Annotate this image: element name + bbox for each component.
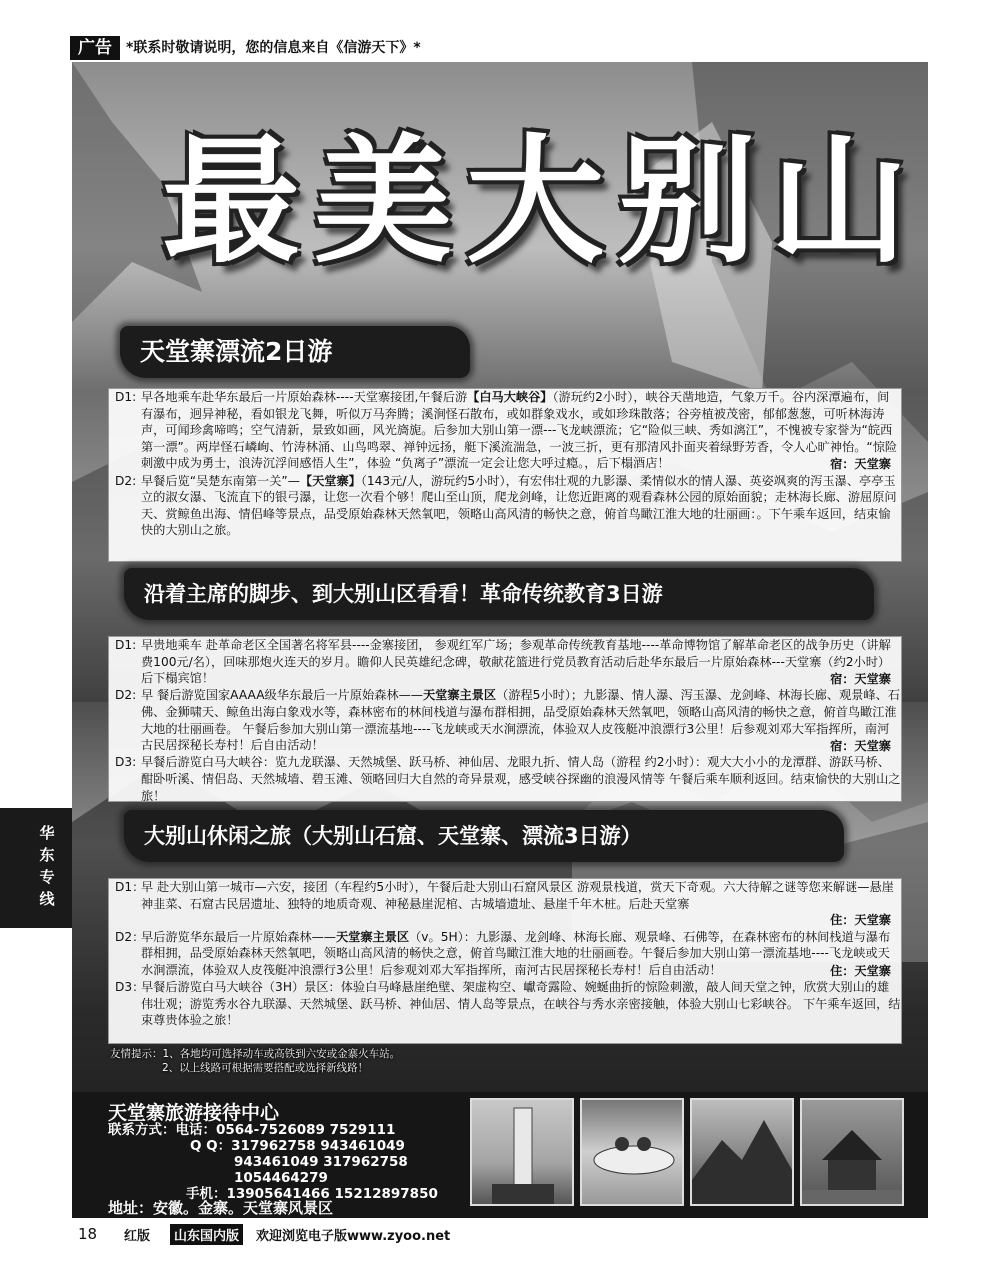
section-title-2: 沿着主席的脚步、到大别山区看看！革命传统教育3日游 [124, 568, 874, 620]
monument-photo [470, 1098, 574, 1206]
edition-label: 红版 [124, 1229, 151, 1244]
day-entry: D1: 早各地乘车赴华东最后一片原始森林----天堂寨接团,午餐后游【白马大峡谷】（游玩约2小时），峡谷天凿地造，气象万千。谷内深潭遍布，间有瀑布，迥异神秘，看如银龙飞舞，听似万马奔腾；溪涧怪石散布，或如群象戏水，或如珍珠散落；谷旁植被茂密，郁郁葱葱，可听林海涛声，可闻珍禽啼鸣；空气清新，景致如画，风光旖旎。后参加大别山第一漂---飞龙峡漂流；它“险似三峡、秀如漓江”，不愧被专家誉为“皖西第一漂”。两岸怪石嶙峋、竹涛林涌、山鸟鸣翠、禅钟远扬，艇下溪流湍急，一波三折，更有那清风扑面夹着绿野芳香，令人心旷神怡。“惊险刺激中成为勇士，浪涛沉浮间感悟人生”，体验 “负离子”漂流一定会让您大呼过瘾。，后下榻酒店！ [115, 390, 898, 471]
qq-line-3: 1054464279 [234, 1170, 328, 1186]
contact-block [72, 1092, 928, 1218]
page-number: 18 [78, 1225, 98, 1243]
agency-name: 天堂寨旅游接待中心 [108, 1102, 280, 1124]
stay-note: 住：天堂寨 [830, 963, 891, 978]
itinerary-box-3 [108, 878, 902, 1044]
day-entry: D2： 早后游览华东最后一片原始森林——天堂寨主景区（v。5H）：九影瀑、龙剑峰、林海长廊、观景峰、石佛等，在森林密布的林间栈道与瀑布群相拥，品受原始森林天然氧吧，领略山高风清的畅快之意，俯首鸟瞰江淮大地的壮丽画卷。午餐后参加大别山第一漂流基地----飞龙峡或天水涧漂流，体验双人皮筏艇冲浪漂行3公里！后参观刘邓大军指挥所，南河古民居探秘长寿村！后自由活动！ [115, 929, 891, 977]
edition-chip: 山东国内版 [170, 1224, 243, 1245]
temple-photo [800, 1098, 904, 1206]
day-entry: D2: 早餐后览“吴楚东南第一关”—【天堂寨】（143元/人，游玩约5小时），有宏伟壮观的九影瀑、柔情似水的情人瀑、英姿飒爽的泻玉瀑、亭亭玉立的淑女瀑、飞流直下的银弓瀑，让您一次看个够！爬山至山顶，爬龙剑峰，让您近距离的观看森林公园的原始面貌；走林海长廊、游屈原问天、赏鲸鱼出海、情侣峰等景点，品受原始森林天然氧吧，领略山高风清的畅快之意，俯首鸟瞰江淮大地的壮丽画：。下午乘车返回，结束愉快的大别山之旅。 [115, 473, 897, 538]
itinerary-box-1 [108, 388, 902, 562]
day-entry: D1： 早 赴大别山第一城市—六安，接团（车程约5小时），午餐后赴大别山石窟风景区 游观景栈道，赏天下奇观。六大待解之谜等您来解谜—悬崖神韭菜、石窟古民居遗址、独特的地质奇观、神秘悬崖泥棺、古城墙遗址、悬崖千年木桩。后赴天堂寨 [115, 880, 894, 911]
source-notice: *联系时敬请说明，您的信息来自《信游天下》* [126, 40, 421, 56]
rafting-photo [580, 1098, 684, 1206]
day-entry: D1: 早贵地乘车 赴革命老区全国著名将军县----金寨接团， 参观红军广场；参观革命传统教育基地----革命博物馆了解革命老区的战争历史（讲解费100元/名），回味那炮火连天的岁月。瞻仰人民英雄纪念碑，敬献花篮进行党员教育活动后赴华东最后一片原始森林---天堂寨（约2小时）后下榻宾馆！ [115, 638, 891, 686]
day-entry: D3: 早餐后游览白马大峡谷：览九龙联瀑、天然城堡、跃马桥、神仙居、龙眼九折、情人岛（游程 约2小时）：观大大小小的龙潭群、游跃马桥、酣卧听溪、情侣岛、天然城墙、碧玉滩、领略回归大自然的奇异景观，感受峡谷探幽的浪漫风情等 午餐后乘车顺利返回。结束愉快的大别山之旅！ [115, 755, 901, 803]
qq-line-2: 943461049 317962758 [234, 1154, 408, 1170]
phone-line: 联系方式：电话：0564-7526089 7529111 [108, 1122, 396, 1138]
ad-tag: 广告 [70, 36, 120, 60]
stay-note: 住：天堂寨 [830, 913, 891, 928]
qq-line: Q Q：317962758 943461049 [190, 1138, 405, 1154]
itinerary-box-2 [108, 636, 902, 802]
section-title-1: 天堂寨漂流2日游 [120, 326, 470, 378]
section-title-3: 大别山休闲之旅（大别山石窟、天堂寨、漂流3日游） [124, 810, 844, 862]
region-tab: 华东专线 [0, 808, 72, 928]
address-line: 地址：安徽。金寨。天堂寨风景区 [108, 1199, 334, 1217]
poster [72, 62, 928, 1092]
mountain-photo [690, 1098, 794, 1206]
main-title: 最美大别山 [162, 121, 923, 282]
friendly-tips: 友情提示：1、各地均可选择动车或高铁到六安或金寨火车站。 2、以上线路可根据需要搭配或选择新线路！ [110, 1048, 401, 1074]
day-entry: D3： 早餐后游览白马大峡谷（3H）景区：体验白马峰悬崖绝壁、架虚构空、巘奇露险、婉蜒曲折的惊险刺激，敲人间天堂之钟，欣赏大别山的雄伟壮观；游览秀水谷九联瀑、天然城堡、跃马桥、神仙居、情人岛等景点，在峡谷与秀水亲密接触，体验大别山七彩峡谷。 下午乘车返回，结束尊贵体验之旅！ [115, 980, 901, 1028]
stay-note: 宿：天堂寨 [830, 456, 891, 471]
mobile-line: 手机：13905641466 15212897850 [186, 1186, 438, 1202]
stay-note: 宿：天堂寨 [830, 738, 891, 753]
day-entry: D2: 早 餐后游览国家AAAA级华东最后一片原始森林——天堂寨主景区（游程5小时）；九影瀑、情人瀑、泻玉瀑、龙剑峰、林海长廊、观景峰、石佛、金狮啸天、鲸鱼出海白象戏水等，森林密布的林间栈道与瀑布群相拥，品受原始森林天然氧吧，领略山高风清的畅快之意，俯首鸟瞰江淮大地的壮丽画卷。 午餐后参加大别山第一漂流基地----飞龙峡或天水涧漂流，体验双人皮筏艇冲浪漂行3公里！后参观刘邓大军指挥所，南河古民居探秘长寿村！后自由活动！ [115, 688, 900, 753]
website-link[interactable]: 欢迎浏览电子版www.zyoo.net [256, 1229, 451, 1244]
stay-note: 宿：天堂寨 [830, 671, 891, 686]
